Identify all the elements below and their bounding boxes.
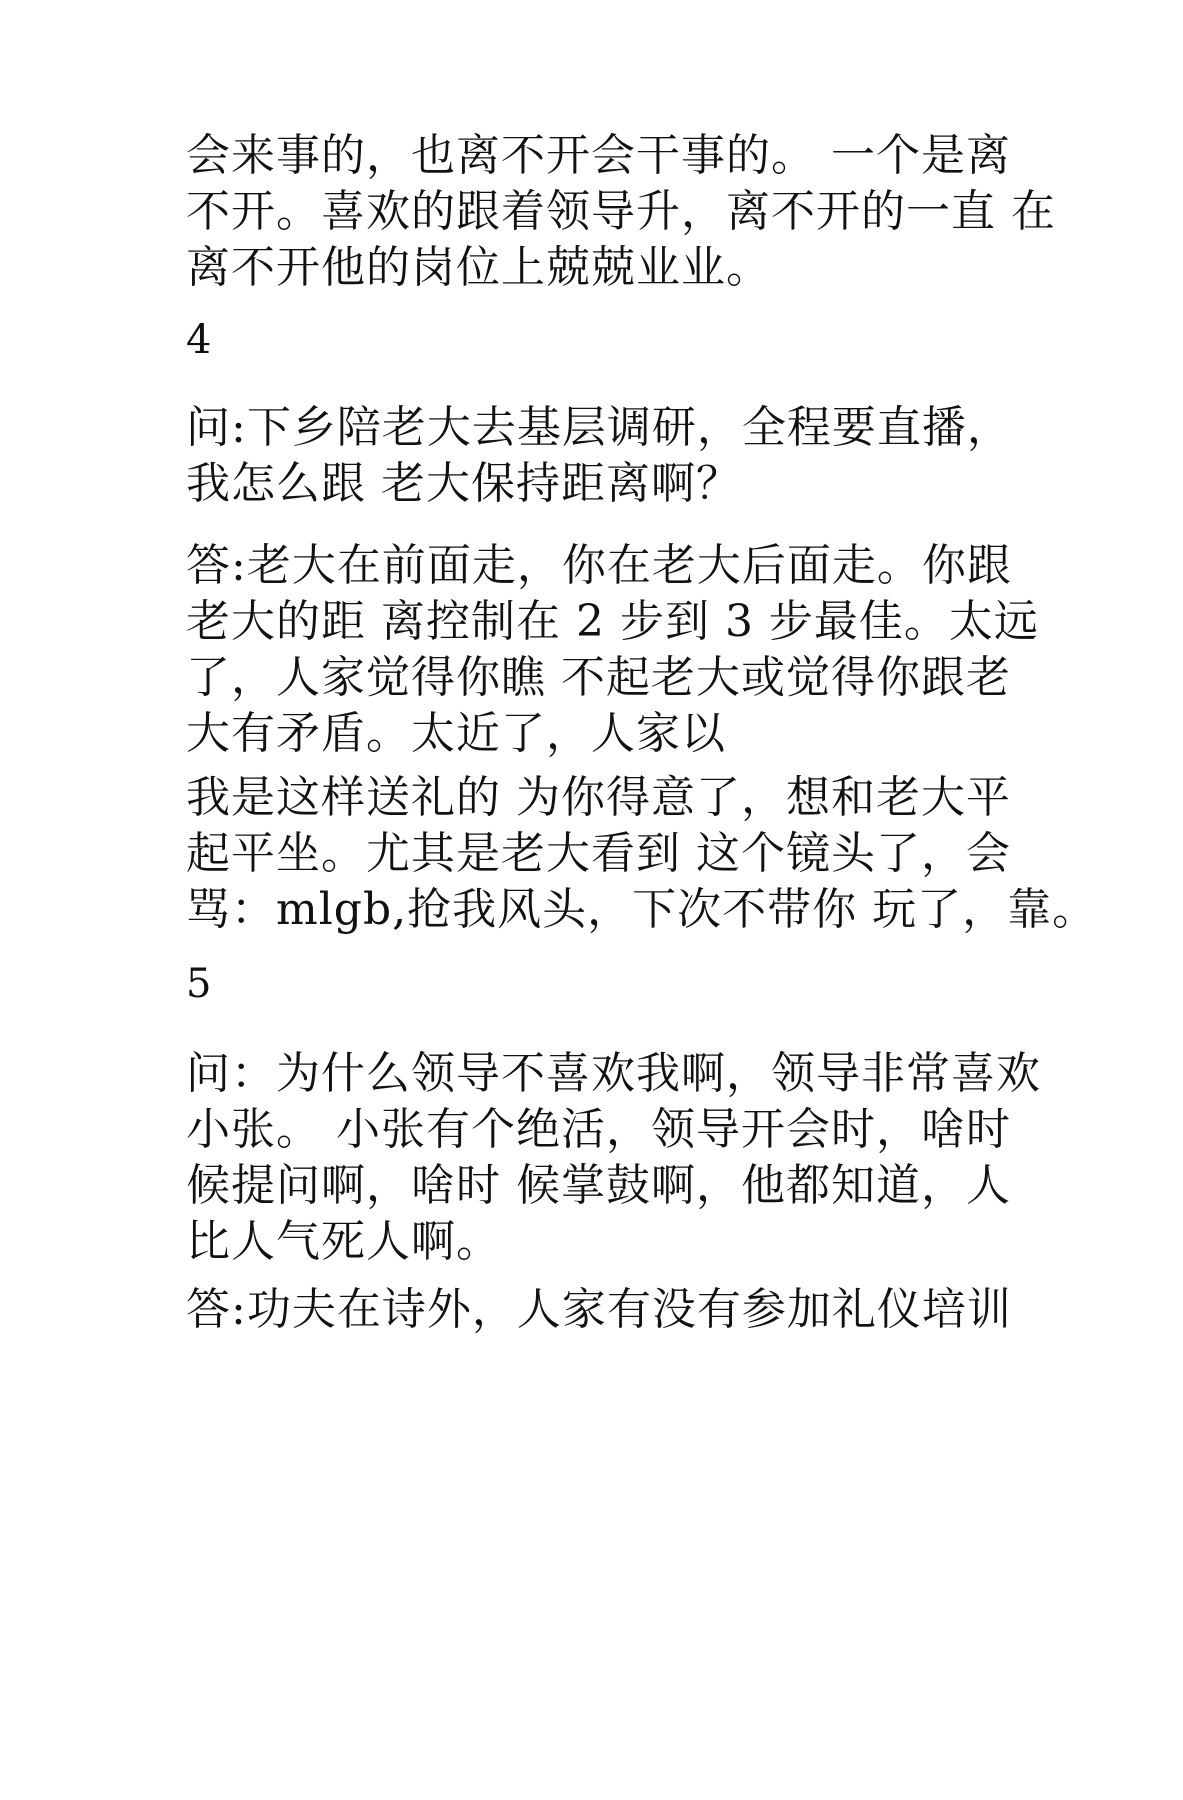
text-line: 起平坐。尤其是老大看到 这个镜头了，会 <box>186 828 1011 879</box>
answer-4-continued <box>186 770 1098 938</box>
text-line: 我是这样送礼的 为你得意了，想和老大平 <box>186 772 1011 823</box>
answer-5 <box>186 1282 1016 1338</box>
text-line: 不开。喜欢的跟着领导升，离不开的一直 在 <box>186 186 1056 237</box>
text-line: 老大的距 离控制在 2 步到 3 步最佳。太远 <box>186 596 1039 647</box>
question-5 <box>186 1046 1041 1270</box>
question-4 <box>186 400 1016 512</box>
text-line: 问:下乡陪老大去基层调研，全程要直播， <box>186 402 1012 453</box>
text-line: 问：为什么领导不喜欢我啊，领导非常喜欢 <box>186 1048 1041 1099</box>
text-line: 小张。 小张有个绝活，领导开会时，啥时 <box>186 1104 1011 1155</box>
text-line: 答:功夫在诗外，人家有没有参加礼仪培训 <box>186 1284 1012 1335</box>
text-line: 我怎么跟 老大保持距离啊？ <box>186 458 741 509</box>
text-line: 候提问啊，啥时 候掌鼓啊，他都知道，人 <box>186 1160 1011 1211</box>
text-line: 骂：mlgb,抢我风头，下次不带你 玩了，靠。 <box>186 884 1098 935</box>
text-line: 离不开他的岗位上兢兢业业。 <box>186 242 771 293</box>
answer-4 <box>186 538 1039 762</box>
text-line: 答:老大在前面走，你在老大后面走。你跟 <box>186 540 1012 591</box>
paragraph-intro <box>186 128 1056 296</box>
section-number-5: 5 <box>186 961 212 1007</box>
text-line: 会来事的，也离不开会干事的。 一个是离 <box>186 130 1011 181</box>
text-line: 大有矛盾。太近了，人家以 <box>186 708 726 759</box>
text-line: 比人气死人啊。 <box>186 1216 501 1267</box>
text-line: 了，人家觉得你瞧 不起老大或觉得你跟老 <box>186 652 1011 703</box>
section-number-4: 4 <box>186 317 212 363</box>
